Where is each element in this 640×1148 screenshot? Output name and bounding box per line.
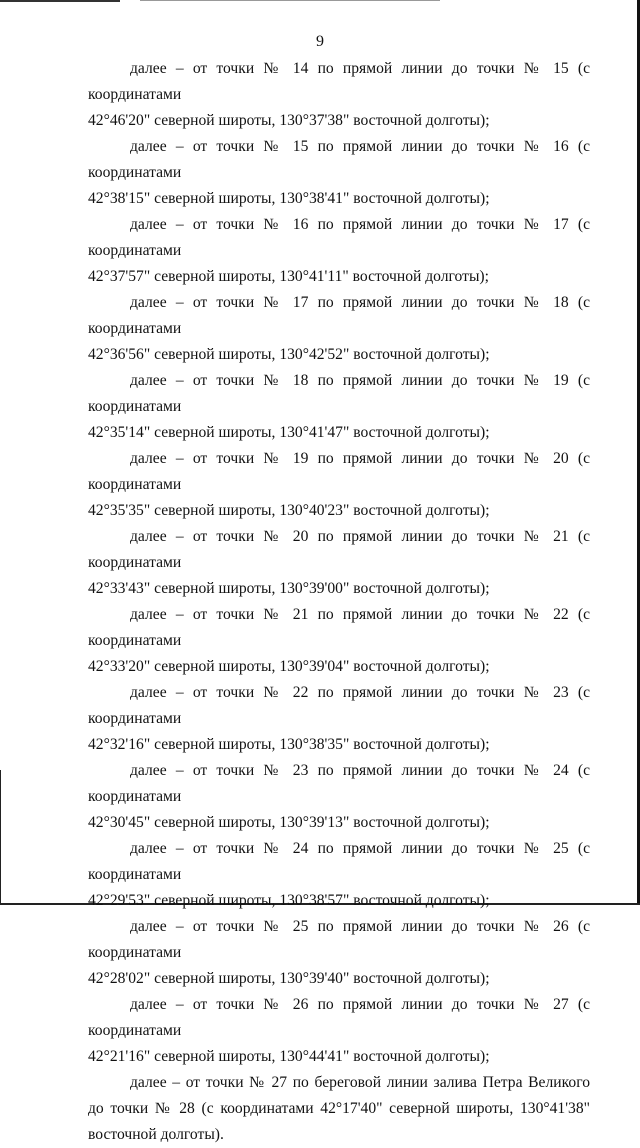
paragraph-point-24-25 [88,836,590,914]
paragraph-point-18-19 [88,368,590,446]
coordinates-line: 42°33'20" северной широты, 130°39'04" восточной долготы); [88,658,490,675]
paragraph-line: до точки № 28 (с координатами 42°17'40" северной широты, 130°41'38" [88,1100,590,1117]
paragraph-line: далее – от точки № 24 по прямой линии до точки № 25 (с координатами [88,840,590,883]
coordinates-line: 42°29'53" северной широты, 130°38'57" восточной долготы); [88,892,490,909]
paragraph-point-14-15 [88,56,590,134]
coordinates-line: 42°38'15" северной широты, 130°38'41" восточной долготы); [88,190,490,207]
coordinates-line: 42°30'45" северной широты, 130°39'13" восточной долготы); [88,814,490,831]
paragraph-line: далее – от точки № 20 по прямой линии до точки № 21 (с координатами [88,528,590,571]
paragraph-line: далее – от точки № 18 по прямой линии до точки № 19 (с координатами [88,372,590,415]
paragraph-point-23-24 [88,758,590,836]
coordinates-line: 42°35'14" северной широты, 130°41'47" восточной долготы); [88,424,490,441]
coordinates-line: 42°36'56" северной широты, 130°42'52" восточной долготы); [88,346,490,363]
paragraph-point-17-18 [88,290,590,368]
paragraph-line: далее – от точки № 27 по береговой линии залива Петра Великого [130,1074,590,1091]
paragraph-point-22-23 [88,680,590,758]
paragraph-point-26-27 [88,992,590,1070]
scan-border-left [0,770,1,905]
coordinates-line: 42°37'57" северной широты, 130°41'11" восточной долготы); [88,268,489,285]
paragraph-point-15-16 [88,134,590,212]
paragraph-line: далее – от точки № 21 по прямой линии до точки № 22 (с координатами [88,606,590,649]
paragraph-point-16-17 [88,212,590,290]
paragraph-point-27-28 [88,1070,590,1148]
coordinates-line: 42°32'16" северной широты, 130°38'35" восточной долготы); [88,736,490,753]
paragraph-line: далее – от точки № 19 по прямой линии до точки № 20 (с координатами [88,450,590,493]
paragraph-line: далее – от точки № 23 по прямой линии до точки № 24 (с координатами [88,762,590,805]
coordinates-line: 42°46'20" северной широты, 130°37'38" восточной долготы); [88,112,490,129]
paragraph-line: далее – от точки № 26 по прямой линии до точки № 27 (с координатами [88,996,590,1039]
paragraph-point-21-22 [88,602,590,680]
paragraph-line: далее – от точки № 14 по прямой линии до точки № 15 (с координатами [88,60,590,103]
coordinates-line: 42°28'02" северной широты, 130°39'40" восточной долготы); [88,970,490,987]
paragraph-line: далее – от точки № 16 по прямой линии до точки № 17 (с координатами [88,216,590,259]
paragraph-line: восточной долготы). [88,1126,224,1143]
scan-border-top [0,0,120,2]
page-number: 9 [316,33,324,50]
coordinates-line: 42°35'35" северной широты, 130°40'23" восточной долготы); [88,502,490,519]
paragraph-line: далее – от точки № 25 по прямой линии до точки № 26 (с координатами [88,918,590,961]
coordinates-line: 42°21'16" северной широты, 130°44'41" восточной долготы); [88,1048,490,1065]
paragraph-point-25-26 [88,914,590,992]
document-body [88,56,590,1148]
scan-border-top-faint [140,0,440,1]
paragraph-line: далее – от точки № 15 по прямой линии до точки № 16 (с координатами [88,138,590,181]
paragraph-point-19-20 [88,446,590,524]
paragraph-line: далее – от точки № 17 по прямой линии до точки № 18 (с координатами [88,294,590,337]
paragraph-line: далее – от точки № 22 по прямой линии до точки № 23 (с координатами [88,684,590,727]
coordinates-line: 42°33'43" северной широты, 130°39'00" восточной долготы); [88,580,490,597]
paragraph-point-20-21 [88,524,590,602]
